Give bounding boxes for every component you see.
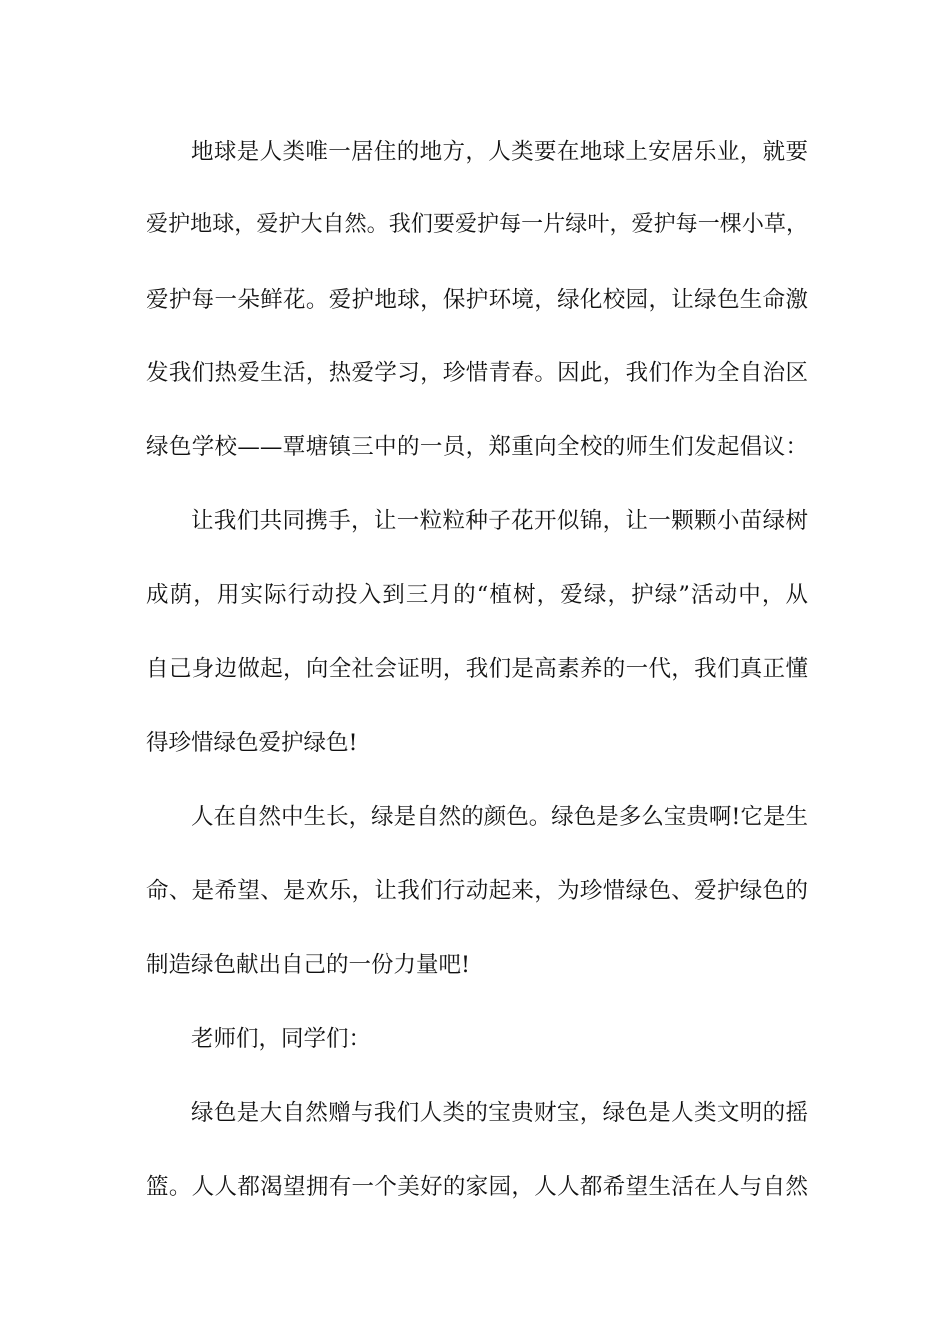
paragraph-2-line-2: 成荫，用实际行动投入到三月的“植树，爱绿，护绿”活动中，从: [146, 582, 808, 608]
paragraph-3-line-2: 命、是希望、是欢乐，让我们行动起来，为珍惜绿色、爱护绿色的: [146, 878, 808, 904]
paragraph-2-line-3: 自己身边做起，向全社会证明，我们是高素养的一代，我们真正懂: [146, 656, 808, 682]
paragraph-2-line-1: 让我们共同携手，让一粒粒种子花开似锦，让一颗颗小苗绿树: [191, 508, 808, 534]
paragraph-1-line-5: 绿色学校——覃塘镇三中的一员，郑重向全校的师生们发起倡议：: [146, 434, 808, 460]
paragraph-1-line-4: 发我们热爱生活，热爱学习，珍惜青春。因此，我们作为全自治区: [146, 360, 808, 386]
paragraph-3-line-1: 人在自然中生长，绿是自然的颜色。绿色是多么宝贵啊!它是生: [191, 804, 808, 830]
paragraph-4-line-2: 篮。人人都渴望拥有一个美好的家园，人人都希望生活在人与自然: [146, 1174, 808, 1200]
paragraph-1-line-2: 爱护地球，爱护大自然。我们要爱护每一片绿叶，爱护每一棵小草，: [146, 212, 808, 237]
paragraph-2-line-4: 得珍惜绿色爱护绿色!: [146, 730, 358, 756]
paragraph-1-line-1: 地球是人类唯一居住的地方，人类要在地球上安居乐业，就要: [191, 139, 808, 165]
paragraph-1-line-3: 爱护每一朵鲜花。爱护地球，保护环境，绿化校园，让绿色生命激: [146, 287, 808, 313]
salutation: 老师们，同学们：: [191, 1026, 372, 1052]
paragraph-4-line-1: 绿色是大自然赠与我们人类的宝贵财宝，绿色是人类文明的摇: [191, 1100, 808, 1126]
paragraph-3-line-3: 制造绿色献出自己的一份力量吧!: [146, 952, 471, 978]
